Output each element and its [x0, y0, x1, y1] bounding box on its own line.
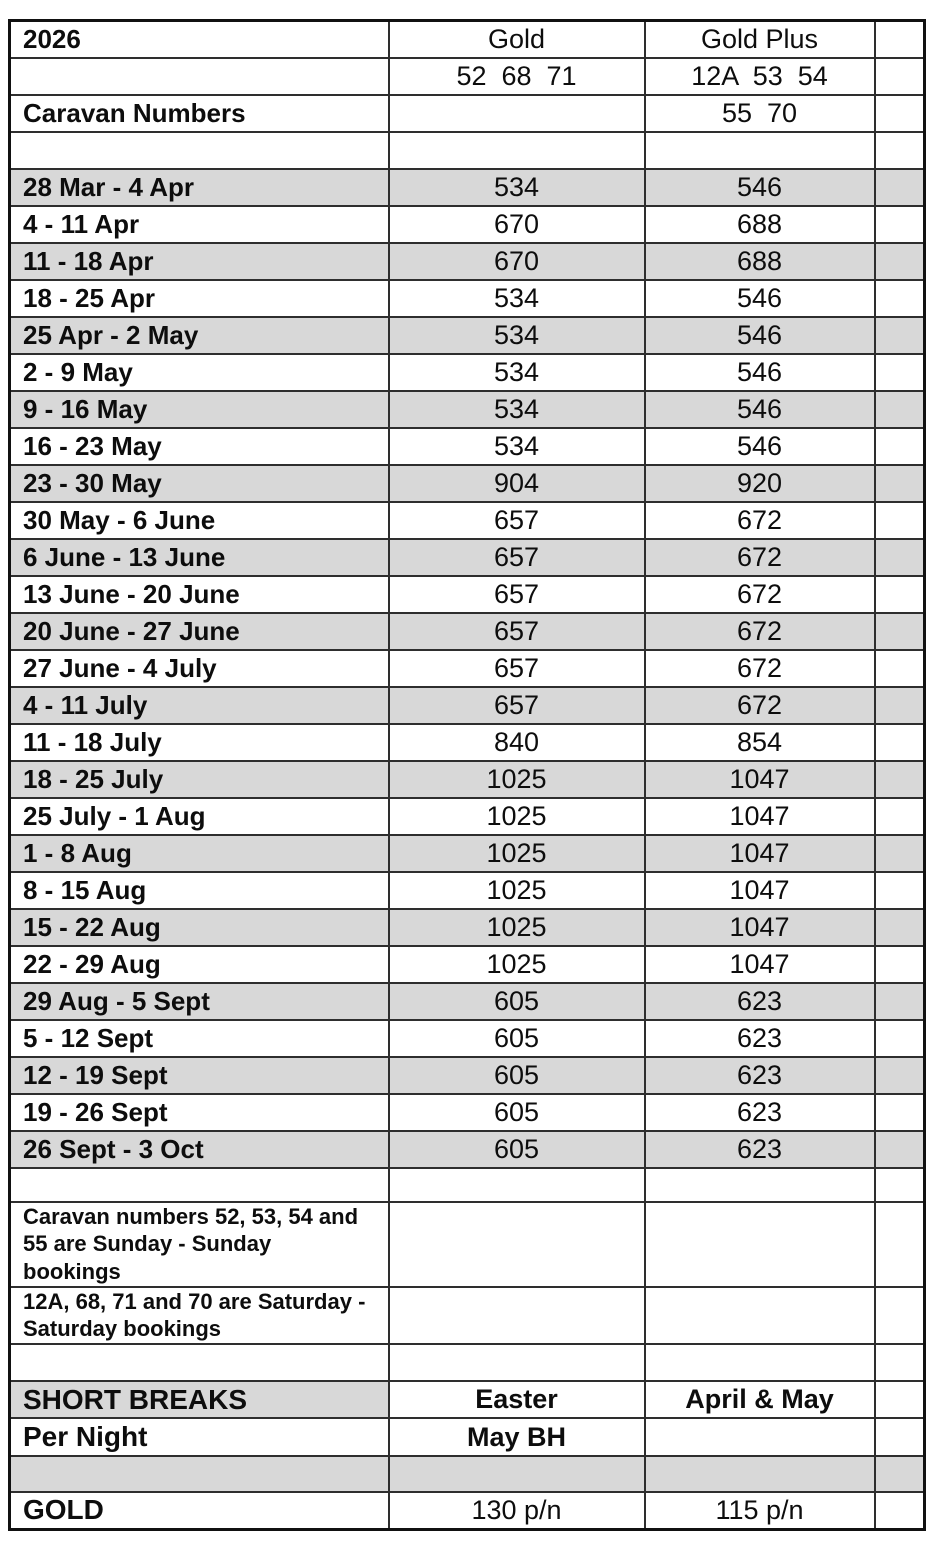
empty-cell [875, 798, 925, 835]
week-dates: 4 - 11 Apr [10, 206, 389, 243]
week-price-row [10, 243, 925, 280]
note-saturday-bookings: 12A, 68, 71 and 70 are Saturday - Saturday bookings [10, 1287, 389, 1344]
gold-column-header: Gold [389, 21, 645, 58]
note-sunday-bookings: Caravan numbers 52, 53, 54 and 55 are Sunday - Sunday bookings [10, 1202, 389, 1287]
empty-cell [875, 1020, 925, 1057]
week-price-row [10, 724, 925, 761]
header-row-caravan-numbers-1 [10, 58, 925, 95]
week-price-row [10, 761, 925, 798]
empty-cell [875, 1168, 925, 1202]
gold-plus-week-price: 672 [645, 650, 875, 687]
gold-week-price: 605 [389, 1131, 645, 1168]
gold-week-price: 657 [389, 576, 645, 613]
week-dates: 11 - 18 July [10, 724, 389, 761]
week-price-row [10, 1094, 925, 1131]
week-dates: 23 - 30 May [10, 465, 389, 502]
empty-cell [389, 1202, 645, 1287]
gold-week-price: 534 [389, 317, 645, 354]
header-row-caravan-numbers-2 [10, 95, 925, 132]
week-price-row [10, 465, 925, 502]
empty-cell [875, 169, 925, 206]
gold-week-price: 534 [389, 280, 645, 317]
gold-plus-week-price: 546 [645, 354, 875, 391]
header-spacer-row [10, 132, 925, 169]
week-price-row [10, 798, 925, 835]
empty-cell [645, 1418, 875, 1456]
shaded-spacer-row [10, 1456, 925, 1492]
week-dates: 19 - 26 Sept [10, 1094, 389, 1131]
empty-cell [875, 391, 925, 428]
empty-cell [875, 872, 925, 909]
week-dates: 13 June - 20 June [10, 576, 389, 613]
empty-cell [875, 650, 925, 687]
gold-plus-week-price: 1047 [645, 835, 875, 872]
week-price-row [10, 539, 925, 576]
gold-week-price: 605 [389, 1020, 645, 1057]
gold-plus-week-price: 546 [645, 317, 875, 354]
gold-season-may-bh: May BH [389, 1418, 645, 1456]
week-price-row [10, 428, 925, 465]
caravan-numbers-label: Caravan Numbers [10, 95, 389, 132]
empty-cell [875, 95, 925, 132]
empty-cell [875, 687, 925, 724]
week-price-row [10, 169, 925, 206]
empty-cell [875, 1456, 925, 1492]
empty-cell [875, 1094, 925, 1131]
week-price-row [10, 650, 925, 687]
gold-week-price: 605 [389, 1094, 645, 1131]
empty-cell [875, 58, 925, 95]
empty-cell [389, 1287, 645, 1344]
gold-week-price: 657 [389, 613, 645, 650]
week-dates: 8 - 15 Aug [10, 872, 389, 909]
week-dates: 29 Aug - 5 Sept [10, 983, 389, 1020]
gold-price-row [10, 1492, 925, 1529]
gold-plus-caravan-numbers-2: 55 70 [645, 95, 875, 132]
empty-cell [10, 1344, 389, 1381]
week-dates: 15 - 22 Aug [10, 909, 389, 946]
week-dates: 9 - 16 May [10, 391, 389, 428]
header-row-year [10, 21, 925, 58]
gold-plus-per-night-price: 115 p/n [645, 1492, 875, 1529]
empty-cell [875, 1492, 925, 1529]
gold-plus-week-price: 1047 [645, 761, 875, 798]
week-price-row [10, 576, 925, 613]
gold-plus-week-price: 546 [645, 169, 875, 206]
empty-cell [389, 95, 645, 132]
week-price-row [10, 909, 925, 946]
week-price-row [10, 391, 925, 428]
gold-week-price: 605 [389, 1057, 645, 1094]
week-dates: 20 June - 27 June [10, 613, 389, 650]
empty-cell [875, 206, 925, 243]
gold-plus-caravan-numbers-1: 12A 53 54 [645, 58, 875, 95]
gold-week-price: 534 [389, 354, 645, 391]
gold-plus-week-price: 1047 [645, 798, 875, 835]
empty-cell [389, 1168, 645, 1202]
week-price-row [10, 206, 925, 243]
empty-cell [875, 835, 925, 872]
empty-cell [875, 946, 925, 983]
gold-season-easter: Easter [389, 1381, 645, 1418]
gold-plus-week-price: 672 [645, 539, 875, 576]
note-row-saturday [10, 1287, 925, 1344]
gold-plus-week-price: 546 [645, 391, 875, 428]
gold-plus-week-price: 1047 [645, 872, 875, 909]
week-price-row [10, 983, 925, 1020]
gold-plus-week-price: 623 [645, 1094, 875, 1131]
empty-cell [645, 132, 875, 169]
gold-week-price: 1025 [389, 761, 645, 798]
year-label: 2026 [10, 21, 389, 58]
gold-week-price: 1025 [389, 946, 645, 983]
week-price-row [10, 502, 925, 539]
week-dates: 6 June - 13 June [10, 539, 389, 576]
empty-cell [10, 58, 389, 95]
gold-plus-week-price: 672 [645, 687, 875, 724]
note-row-sunday [10, 1202, 925, 1287]
week-price-row [10, 1057, 925, 1094]
gold-week-price: 657 [389, 650, 645, 687]
week-price-row [10, 280, 925, 317]
week-dates: 12 - 19 Sept [10, 1057, 389, 1094]
gold-plus-week-price: 672 [645, 613, 875, 650]
gold-row-label: GOLD [10, 1492, 389, 1529]
per-night-row [10, 1418, 925, 1456]
gold-plus-week-price: 920 [645, 465, 875, 502]
empty-cell [875, 1344, 925, 1381]
gold-week-price: 840 [389, 724, 645, 761]
gold-caravan-numbers: 52 68 71 [389, 58, 645, 95]
week-dates: 26 Sept - 3 Oct [10, 1131, 389, 1168]
empty-cell [389, 1456, 645, 1492]
empty-cell [389, 1344, 645, 1381]
gold-plus-week-price: 623 [645, 983, 875, 1020]
empty-cell [875, 1131, 925, 1168]
week-price-row [10, 835, 925, 872]
spacer-row [10, 1168, 925, 1202]
gold-week-price: 1025 [389, 835, 645, 872]
empty-cell [645, 1456, 875, 1492]
gold-plus-week-price: 688 [645, 206, 875, 243]
weeks-body [10, 169, 925, 1168]
empty-cell [875, 909, 925, 946]
empty-cell [645, 1344, 875, 1381]
gold-week-price: 605 [389, 983, 645, 1020]
week-dates: 22 - 29 Aug [10, 946, 389, 983]
week-dates: 30 May - 6 June [10, 502, 389, 539]
empty-cell [875, 1202, 925, 1287]
gold-per-night-price: 130 p/n [389, 1492, 645, 1529]
gold-plus-column-header: Gold Plus [645, 21, 875, 58]
gold-plus-week-price: 623 [645, 1131, 875, 1168]
empty-cell [875, 761, 925, 798]
empty-cell [875, 983, 925, 1020]
empty-cell [875, 1381, 925, 1418]
gold-plus-week-price: 1047 [645, 909, 875, 946]
gold-week-price: 657 [389, 687, 645, 724]
empty-cell [875, 317, 925, 354]
week-dates: 5 - 12 Sept [10, 1020, 389, 1057]
gold-week-price: 534 [389, 169, 645, 206]
week-price-row [10, 872, 925, 909]
week-dates: 25 Apr - 2 May [10, 317, 389, 354]
empty-cell [875, 576, 925, 613]
week-dates: 27 June - 4 July [10, 650, 389, 687]
gold-week-price: 1025 [389, 872, 645, 909]
week-dates: 2 - 9 May [10, 354, 389, 391]
empty-cell [875, 502, 925, 539]
empty-cell [875, 428, 925, 465]
gold-week-price: 657 [389, 502, 645, 539]
week-dates: 28 Mar - 4 Apr [10, 169, 389, 206]
gold-plus-week-price: 672 [645, 502, 875, 539]
empty-cell [875, 465, 925, 502]
empty-cell [875, 132, 925, 169]
gold-plus-week-price: 546 [645, 280, 875, 317]
gold-plus-week-price: 623 [645, 1057, 875, 1094]
empty-cell [10, 1456, 389, 1492]
gold-plus-week-price: 688 [645, 243, 875, 280]
week-price-row [10, 946, 925, 983]
table-header [10, 21, 925, 169]
gold-plus-season: April & May [645, 1381, 875, 1418]
gold-week-price: 1025 [389, 909, 645, 946]
empty-cell [875, 280, 925, 317]
week-price-row [10, 1020, 925, 1057]
week-price-row [10, 354, 925, 391]
week-dates: 11 - 18 Apr [10, 243, 389, 280]
week-price-row [10, 317, 925, 354]
empty-cell [875, 539, 925, 576]
gold-week-price: 534 [389, 428, 645, 465]
gold-week-price: 657 [389, 539, 645, 576]
per-night-label: Per Night [10, 1418, 389, 1456]
gold-week-price: 1025 [389, 798, 645, 835]
table-footer [10, 1168, 925, 1530]
week-price-row [10, 613, 925, 650]
empty-cell [875, 724, 925, 761]
gold-week-price: 670 [389, 243, 645, 280]
empty-cell [875, 354, 925, 391]
spacer-row [10, 1344, 925, 1381]
gold-week-price: 904 [389, 465, 645, 502]
empty-cell [10, 132, 389, 169]
week-price-row [10, 1131, 925, 1168]
gold-plus-week-price: 854 [645, 724, 875, 761]
empty-cell [645, 1287, 875, 1344]
caravan-price-table [8, 19, 926, 1531]
gold-plus-week-price: 546 [645, 428, 875, 465]
empty-cell [645, 1168, 875, 1202]
week-dates: 18 - 25 July [10, 761, 389, 798]
gold-plus-week-price: 1047 [645, 946, 875, 983]
empty-cell [875, 21, 925, 58]
empty-cell [875, 1287, 925, 1344]
empty-cell [875, 1418, 925, 1456]
gold-week-price: 534 [389, 391, 645, 428]
gold-plus-week-price: 623 [645, 1020, 875, 1057]
empty-cell [645, 1202, 875, 1287]
empty-cell [875, 243, 925, 280]
short-breaks-title: SHORT BREAKS [10, 1381, 389, 1418]
empty-cell [10, 1168, 389, 1202]
week-dates: 18 - 25 Apr [10, 280, 389, 317]
week-price-row [10, 687, 925, 724]
gold-week-price: 670 [389, 206, 645, 243]
week-dates: 16 - 23 May [10, 428, 389, 465]
week-dates: 4 - 11 July [10, 687, 389, 724]
week-dates: 25 July - 1 Aug [10, 798, 389, 835]
empty-cell [875, 613, 925, 650]
gold-plus-week-price: 672 [645, 576, 875, 613]
empty-cell [389, 132, 645, 169]
empty-cell [875, 1057, 925, 1094]
week-dates: 1 - 8 Aug [10, 835, 389, 872]
short-breaks-header-row [10, 1381, 925, 1418]
